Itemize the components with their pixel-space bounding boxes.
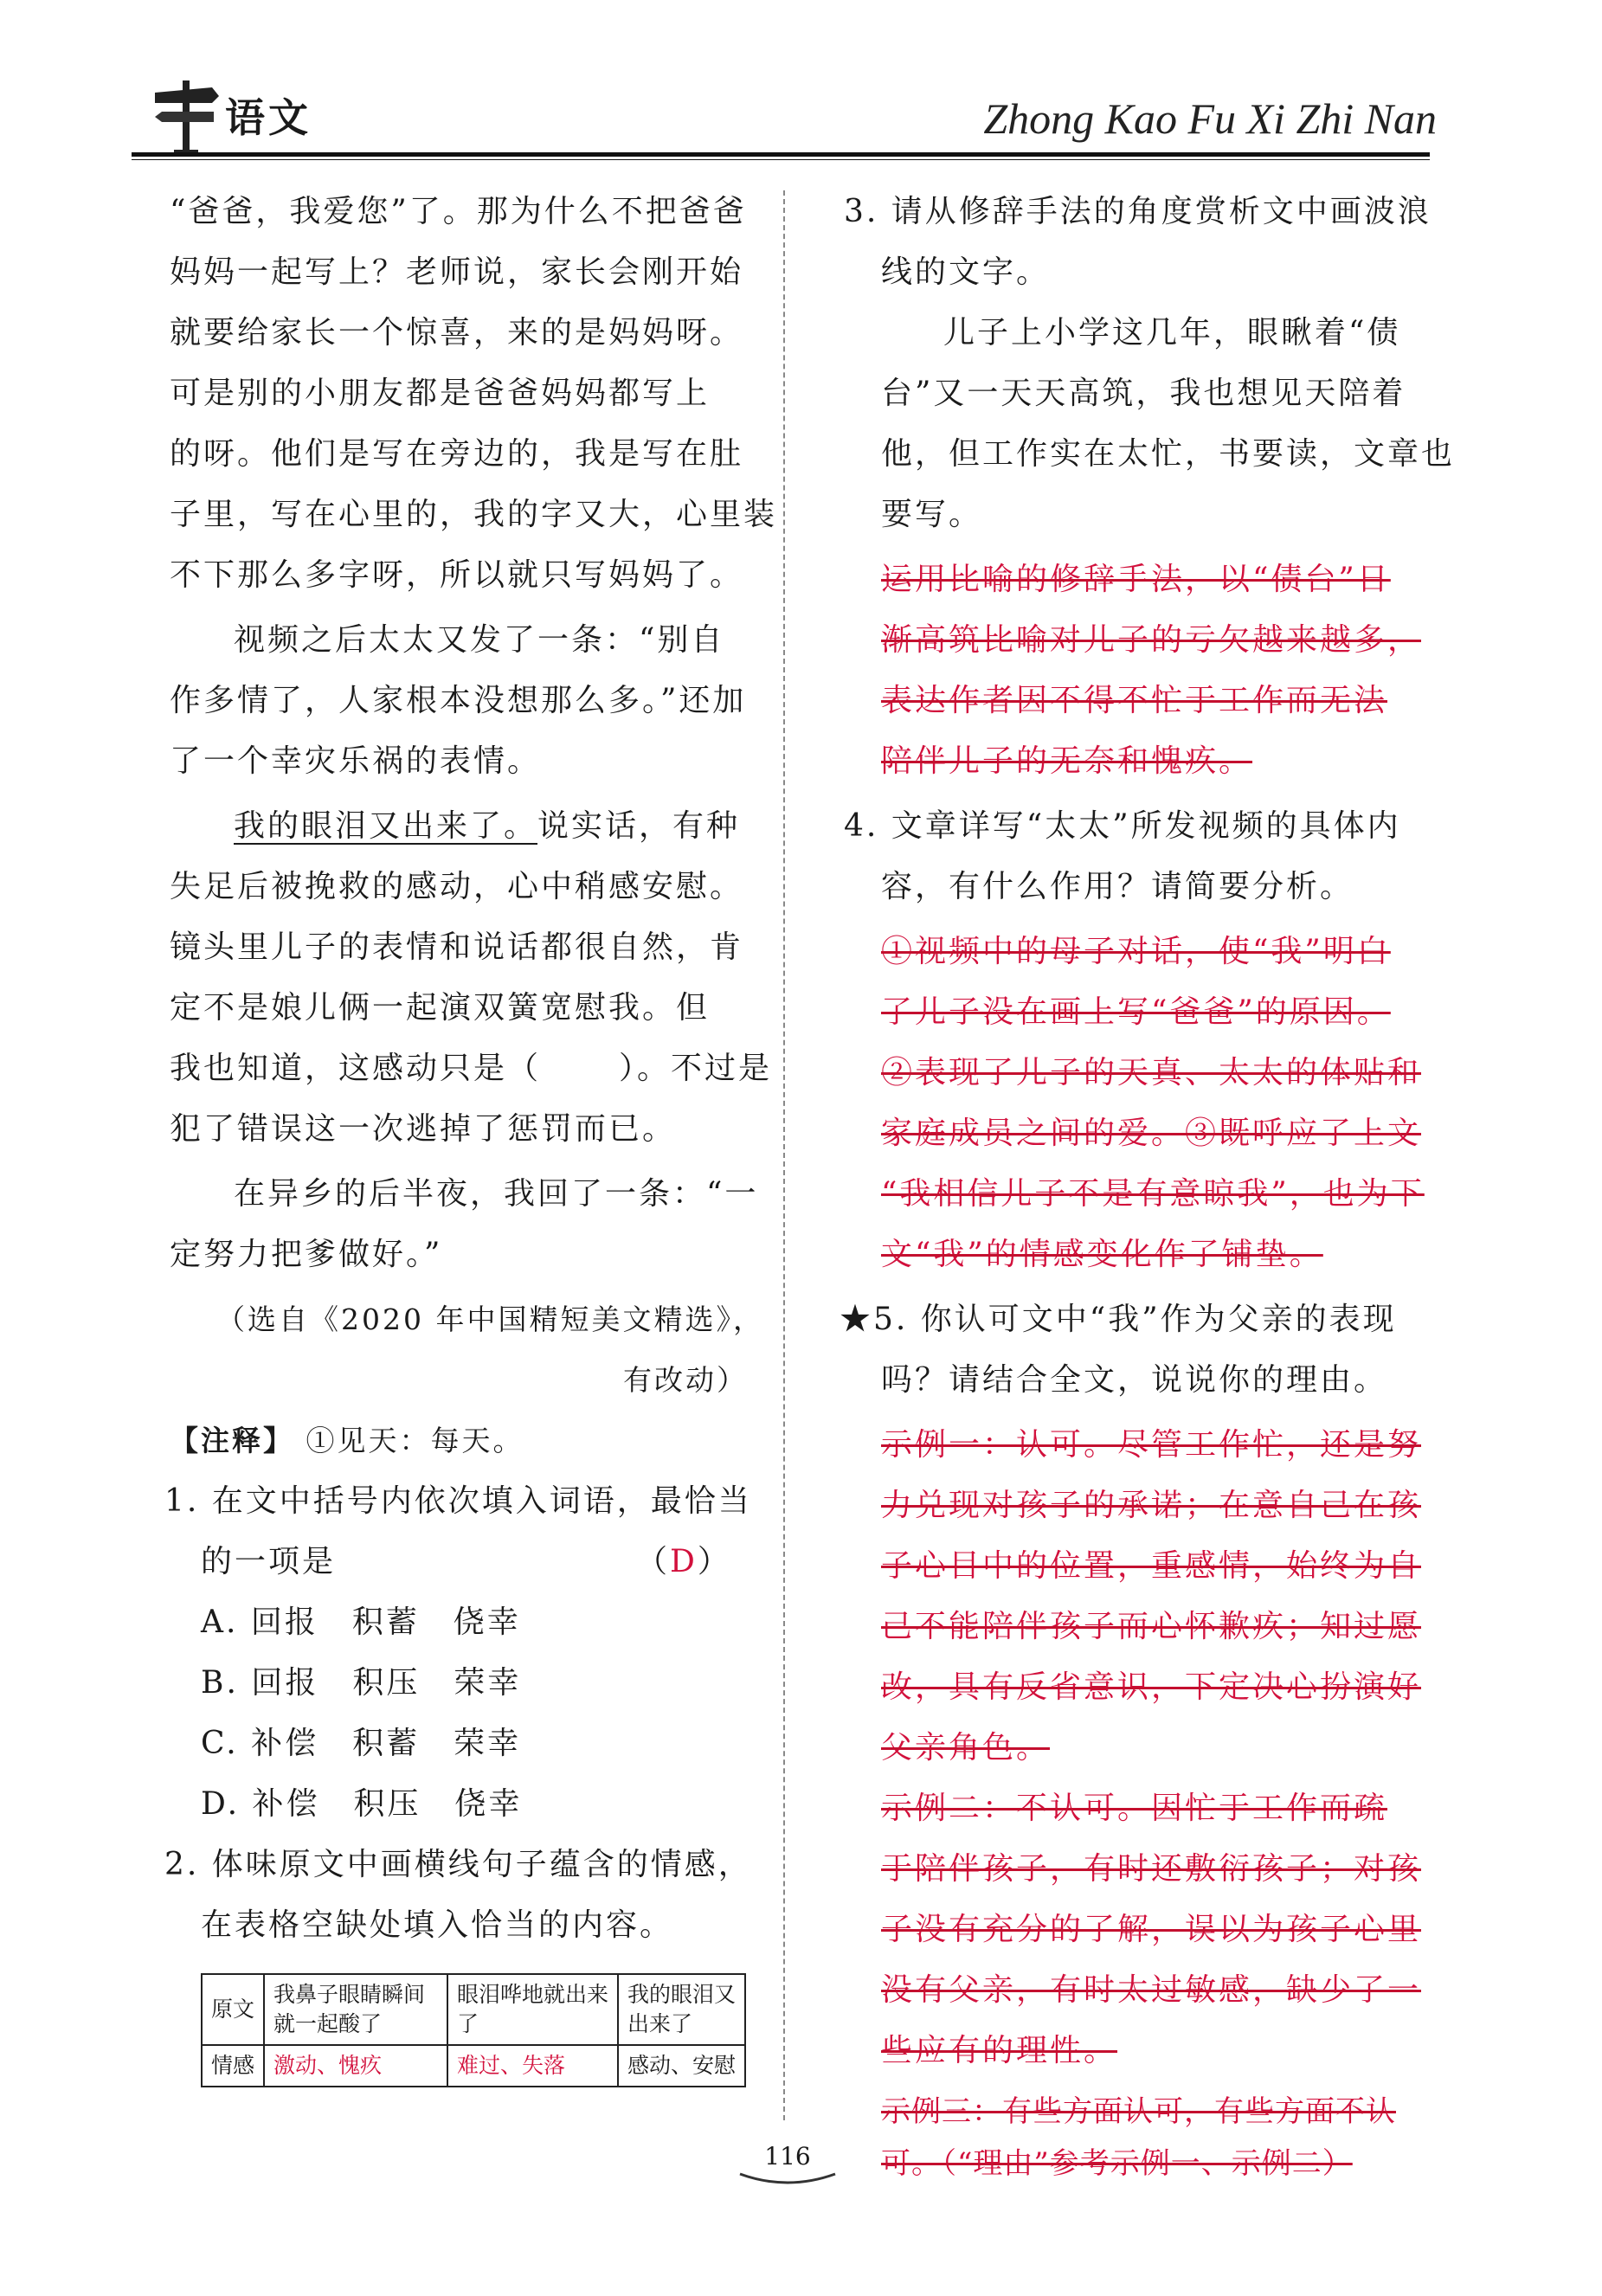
answer-line: 陪伴儿子的无奈和愧疚。 — [881, 743, 1253, 779]
answer-line: 父亲角色。 — [881, 1730, 1051, 1765]
quoted-text: 儿子上小学这几年，眼瞅着“债 — [943, 315, 1401, 351]
answer-cell: 激动、愧疚 — [264, 2045, 447, 2087]
option-d: D. 补偿 积压 侥幸 — [201, 1786, 523, 1822]
source-citation: 有改动） — [623, 1363, 748, 1397]
answer-line: 力兑现对孩子的承诺；在意自己在孩 — [881, 1488, 1422, 1523]
text-line: 妈妈一起写上？老师说，家长会刚开始 — [170, 254, 744, 290]
text-fragment: 我也知道，这感动只是（ — [170, 1051, 542, 1086]
text-line: 视频之后太太又发了一条：“别自 — [234, 622, 725, 658]
table-cell: 眼泪哗地就出来了 — [447, 1974, 618, 2045]
question-1-cont: 的一项是 — [201, 1544, 337, 1579]
row-header: 情感 — [202, 2045, 264, 2087]
text-line: 失足后被挽救的感动，心中稍感安慰。 — [170, 869, 744, 904]
answer-line: ①视频中的母子对话，使“我”明白 — [881, 934, 1391, 969]
emotion-table — [201, 1973, 746, 2087]
text-fragment: 说实话，有种 — [537, 808, 741, 844]
text-line: 就要给家长一个惊喜，来的是妈妈呀。 — [170, 315, 744, 351]
header-rule-thin — [132, 159, 1430, 160]
answer-line: 改，具有反省意识，下定决心扮演好 — [881, 1669, 1422, 1705]
answer-line: 于陪伴孩子，有时还敷衍孩子；对孩 — [881, 1851, 1422, 1887]
question-5: ★5. 你认可文中“我”作为父亲的表现 — [840, 1302, 1397, 1337]
table-cell: 我的眼泪又出来了 — [618, 1974, 745, 2045]
answer-line: 家庭成员之间的爱。③既呼应了上文 — [881, 1116, 1422, 1151]
row-header: 原文 — [202, 1974, 264, 2045]
answer-line: “我相信儿子不是有意晾我”，也为下 — [881, 1176, 1425, 1212]
answer-bracket — [636, 1532, 731, 1592]
answer-line: 子没有充分的了解，误以为孩子心里 — [881, 1912, 1422, 1947]
subject-title: 语文 — [225, 94, 312, 141]
answer-line: 了儿子没在画上写“爸爸”的原因。 — [881, 994, 1391, 1030]
source-citation: （选自《2020 年中国精短美文精选》， — [216, 1302, 764, 1336]
text-line: 镜头里儿子的表情和说话都很自然，肯 — [170, 929, 744, 965]
header-rule — [132, 152, 1430, 157]
text-line: 子里，写在心里的，我的字又大，心里装 — [170, 497, 778, 532]
table-row — [202, 2045, 745, 2087]
question-5-cont: 吗？请结合全文，说说你的理由。 — [881, 1362, 1388, 1398]
answer-line: 些应有的理性。 — [881, 2033, 1118, 2068]
question-2: 2. 体味原文中画横线句子蕴含的情感， — [164, 1847, 752, 1882]
text-line — [170, 1039, 772, 1099]
option-c: C. 补偿 积蓄 荣幸 — [201, 1726, 522, 1761]
text-line — [234, 796, 740, 857]
text-line: 作多情了，人家根本没想那么多。”还加 — [170, 683, 747, 718]
quoted-text: 他，但工作实在太忙，书要读，文章也 — [881, 436, 1456, 472]
series-title: Zhong Kao Fu Xi Zhi Nan — [983, 94, 1437, 143]
text-line: 不下那么多字呀，所以就只写妈妈了。 — [170, 557, 744, 593]
column-divider — [783, 190, 785, 2120]
text-line: 了一个幸灾乐祸的表情。 — [170, 743, 542, 779]
answer-line: 渐高筑比喻对儿子的亏欠越来越多， — [881, 622, 1422, 658]
answer-cell: 难过、失落 — [447, 2045, 618, 2087]
page-number: 116 — [764, 2142, 811, 2171]
table-cell: 我鼻子眼睛瞬间就一起酸了 — [264, 1974, 447, 2045]
answer-line: ②表现了儿子的天真、太太的体贴和 — [881, 1055, 1422, 1090]
note-text: ①见天：每天。 — [306, 1424, 524, 1457]
text-line: 犯了错误这一次逃掉了惩罚而已。 — [170, 1111, 677, 1147]
underlined-sentence: 我的眼泪又出来了。 — [234, 808, 538, 844]
table-row — [202, 1974, 745, 2045]
question-3: 3. 请从修辞手法的角度赏析文中画波浪 — [844, 194, 1432, 229]
table-cell: 感动、安慰 — [618, 2045, 745, 2087]
text-line: 定不是娘儿俩一起演双簧宽慰我。但 — [170, 990, 711, 1026]
answer-line: 表达作者因不得不忙于工作而无法 — [881, 683, 1388, 718]
question-4-cont: 容，有什么作用？请简要分析。 — [881, 869, 1354, 904]
paren-open: （ — [636, 1544, 671, 1579]
option-b: B. 回报 积压 荣幸 — [201, 1665, 522, 1701]
quoted-text: 台”又一天天高筑，我也想见天陪着 — [881, 376, 1406, 411]
question-3-cont: 线的文字。 — [881, 254, 1051, 290]
question-1: 1. 在文中括号内依次填入词语，最恰当 — [164, 1483, 752, 1519]
answer-line: 示例二：不认可。因忙于工作而疏 — [881, 1791, 1388, 1826]
answer-line: 运用比喻的修辞手法，以“债台”日 — [881, 562, 1391, 597]
text-line: 可是别的小朋友都是爸爸妈妈都写上 — [170, 376, 711, 411]
question-4: 4. 文章详写“太太”所发视频的具体内 — [844, 808, 1401, 844]
answer-line: 没有父亲，有时太过敏感，缺少了一 — [881, 1972, 1422, 2008]
answer-line: 文“我”的情感变化作了铺垫。 — [881, 1237, 1323, 1272]
answer-line: 示例一：认可。尽管工作忙，还是努 — [881, 1427, 1422, 1463]
answer-line: 可。（“理由”参考示例一、示例二） — [881, 2146, 1353, 2181]
answer-line: 子心目中的位置，重感情，始终为自 — [881, 1548, 1422, 1584]
text-line: 的呀。他们是写在旁边的，我是写在肚 — [170, 436, 744, 472]
q1-answer: D — [670, 1544, 698, 1579]
text-line: 在异乡的后半夜，我回了一条：“一 — [234, 1176, 759, 1212]
answer-line: 示例三：有些方面认可，有些方面不认 — [881, 2094, 1396, 2129]
text-line: 定努力把爹做好。” — [170, 1237, 443, 1272]
annotation-note — [170, 1411, 524, 1471]
option-a: A. 回报 积蓄 侥幸 — [201, 1605, 521, 1640]
answer-line: 己不能陪伴孩子而心怀歉疚；知过愿 — [881, 1609, 1422, 1644]
quoted-text: 要写。 — [881, 497, 983, 532]
page-header — [130, 61, 1445, 160]
signpost-icon — [151, 74, 221, 156]
note-label: 【注释】 — [170, 1424, 294, 1457]
question-2-cont: 在表格空缺处填入恰当的内容。 — [201, 1907, 674, 1943]
paren-close: ） — [697, 1544, 731, 1579]
text-line: “爸爸，我爱您”了。那为什么不把爸爸 — [170, 194, 747, 229]
text-fragment: ）。不过是 — [619, 1051, 773, 1086]
